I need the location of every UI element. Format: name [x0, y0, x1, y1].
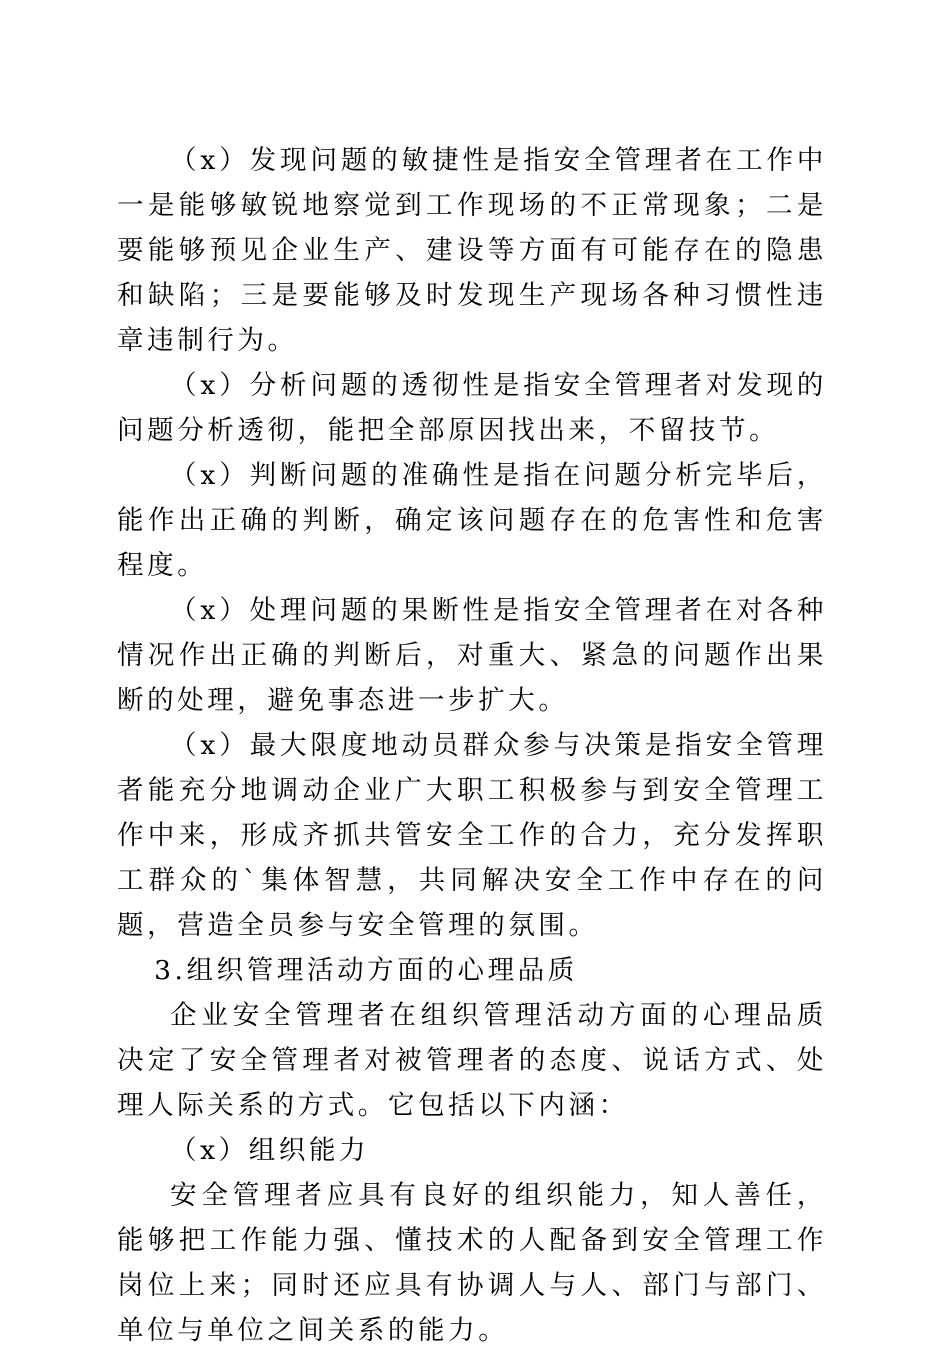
subheading-organization-ability: （x）组织能力	[170, 1135, 370, 1166]
paragraph-organization-intro: 企业安全管理者在组织管理活动方面的心理品质决定了安全管理者对被管理者的态度、说话方式、处理人际关系的方式。它包括以下内涵：	[117, 1000, 827, 1121]
section-heading: 3.组织管理活动方面的心理品质	[154, 955, 578, 986]
document-body	[117, 138, 827, 1353]
paragraph-problem-handling: （x）处理问题的果断性是指安全管理者在对各种情况作出正确的判断后，对重大、紧急的问题作出果断的处理，避免事态进一步扩大。	[117, 595, 827, 716]
paragraph-organization-ability: 安全管理者应具有良好的组织能力，知人善任，能够把工作能力强、懂技术的人配备到安全管理工作岗位上来；同时还应具有协调人与人、部门与部门、单位与单位之间关系的能力。	[117, 1180, 827, 1346]
paragraph-problem-judgment: （x）判断问题的准确性是指在问题分析完毕后，能作出正确的判断，确定该问题存在的危害性和危害程度。	[117, 460, 827, 581]
paragraph-problem-discovery: （x）发现问题的敏捷性是指安全管理者在工作中一是能够敏锐地察觉到工作现场的不正常现象；二是要能够预见企业生产、建设等方面有可能存在的隐患和缺陷；三是要能够及时发现生产现场各种习惯性违章违制行为。	[117, 145, 827, 356]
paragraph-problem-analysis: （x）分析问题的透彻性是指安全管理者对发现的问题分析透彻，能把全部原因找出来，不留技节。	[117, 370, 827, 446]
paragraph-mass-participation: （x）最大限度地动员群众参与决策是指安全管理者能充分地调动企业广大职工积极参与到安全管理工作中来，形成齐抓共管安全工作的合力，充分发挥职工群众的`集体智慧，共同解决安全工作中存在的问题，营造全员参与安全管理的氛围。	[117, 730, 827, 941]
